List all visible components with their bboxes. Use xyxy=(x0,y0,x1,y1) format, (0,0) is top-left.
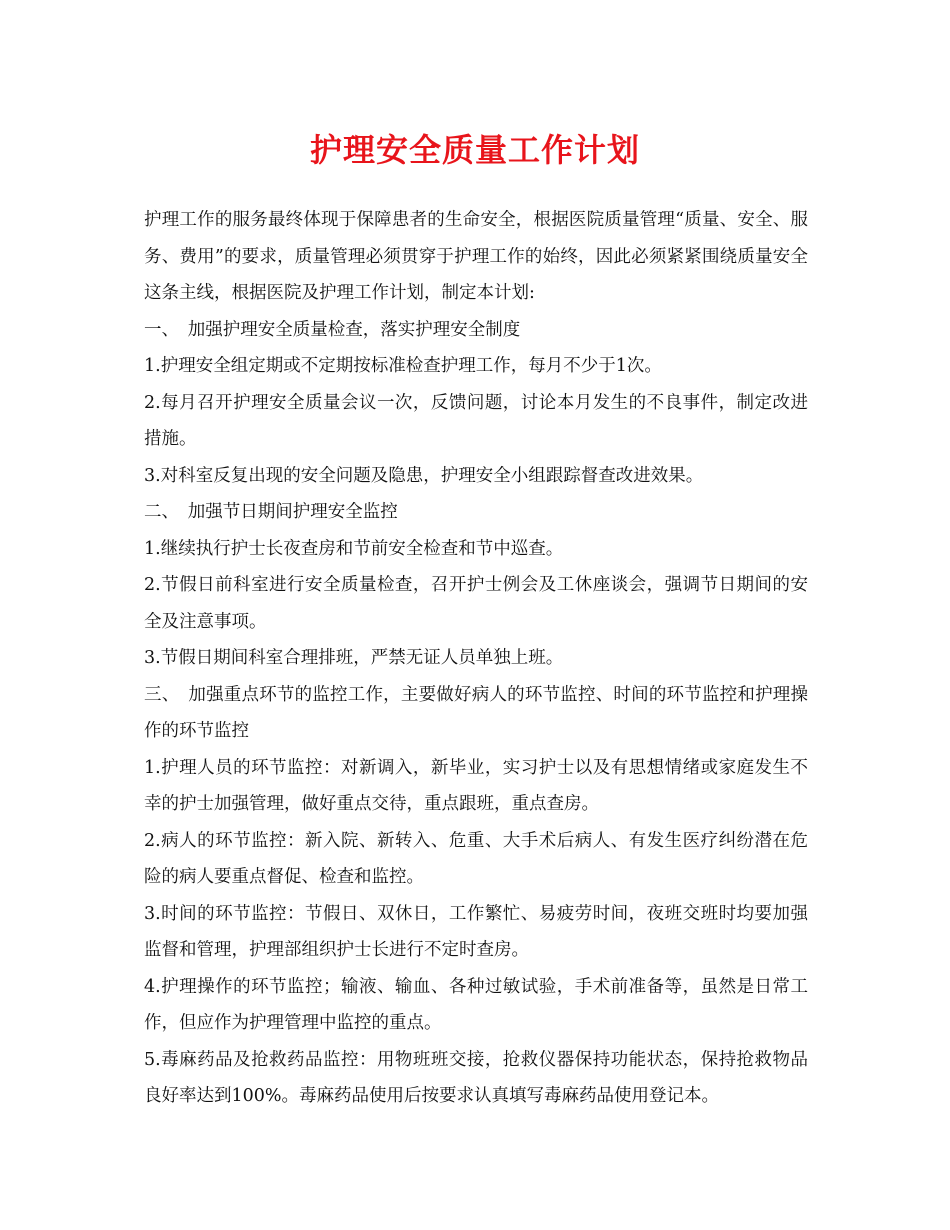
section-heading-1: 一、 加强护理安全质量检查，落实护理安全制度 xyxy=(144,319,521,340)
section-heading-2: 二、 加强节日期间护理安全监控 xyxy=(144,502,398,522)
list-item: 2.每月召开护理安全质量会议一次，反馈问题，讨论本月发生的不良事件，制定改进措施。 xyxy=(144,392,808,449)
list-item: 2.病人的环节监控：新入院、新转入、危重、大手术后病人、有发生医疗纠纷潜在危险的病人要重点督促、检查和监控。 xyxy=(144,830,808,887)
list-item: 4.护理操作的环节监控；输液、输血、各种过敏试验，手术前准备等，虽然是日常工作，但应作为护理管理中监控的重点。 xyxy=(144,976,808,1033)
list-item: 3.节假日期间科室合理排班，严禁无证人员单独上班。 xyxy=(144,648,564,668)
list-item: 3.对科室反复出现的安全问题及隐患，护理安全小组跟踪督查改进效果。 xyxy=(144,465,704,486)
list-item: 5.毒麻药品及抢救药品监控：用物班班交接，抢救仪器保持功能状态，保持抢救物品良好率达到100%。毒麻药品使用后按要求认真填写毒麻药品使用登记本。 xyxy=(144,1049,808,1106)
list-item: 1.护理人员的环节监控：对新调入，新毕业，实习护士以及有思想情绪或家庭发生不幸的护士加强管理，做好重点交待，重点跟班，重点查房。 xyxy=(144,757,808,814)
list-item: 3.时间的环节监控：节假日、双休日，工作繁忙、易疲劳时间，夜班交班时均要加强监督和管理，护理部组织护士长进行不定时查房。 xyxy=(144,903,808,960)
list-item: 1.继续执行护士长夜查房和节前安全检查和节中巡查。 xyxy=(144,538,564,559)
list-item: 2.节假日前科室进行安全质量检查，召开护士例会及工休座谈会，强调节日期间的安全及注意事项。 xyxy=(144,575,808,632)
intro-paragraph: 护理工作的服务最终体现于保障患者的生命安全，根据医院质量管理“质量、安全、服务、费用”的要求，质量管理必须贯穿于护理工作的始终，因此必须紧紧围绕质量安全这条主线，根据医院及护理工作计划，制定本计划: xyxy=(144,210,808,303)
document-body xyxy=(144,202,808,1115)
section-heading-3: 三、 加强重点环节的监控工作，主要做好病人的环节监控、时间的环节监控和护理操作的环节监控 xyxy=(144,684,808,741)
list-item: 1.护理安全组定期或不定期按标准检查护理工作，每月不少于1次。 xyxy=(144,356,662,376)
document-title: 护理安全质量工作计划 xyxy=(309,131,640,169)
